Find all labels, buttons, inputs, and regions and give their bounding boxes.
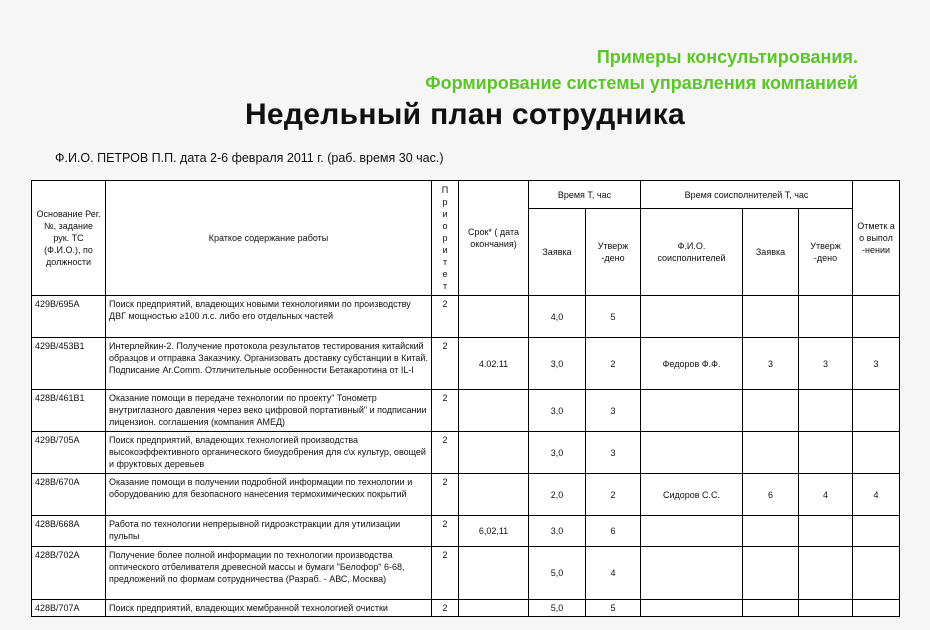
cell-mark — [853, 432, 900, 474]
cell-approved: 4 — [586, 547, 641, 600]
cell-reg: 428В/707А — [32, 600, 106, 617]
col-mark: Отметк а о выпол -нении — [853, 181, 900, 296]
header-line-2: Формирование системы управления компанией — [425, 73, 858, 93]
employee-meta: Ф.И.О. ПЕТРОВ П.П. дата 2-6 февраля 2011 г. (раб. время 30 час.) — [55, 151, 444, 165]
cell-coexec: Сидоров С.С. — [641, 474, 743, 516]
weekly-plan-table — [31, 180, 900, 617]
cell-priority: 2 — [432, 432, 459, 474]
cell-content: Получение более полной информации по технологии производства оптического отбеливателя древесной массы и бумаги "Белофор" 6-68, предложений по формам сотрудничества (Разраб. - АВС, Москва) — [106, 547, 432, 600]
cell-deadline — [459, 600, 529, 617]
cell-content: Поиск предприятий, владеющих технологией производства высокоэффективного органического биоудобрения для с\х культур, овощей и фруктовых деревьев — [106, 432, 432, 474]
cell-deadline: 6,02,11 — [459, 516, 529, 547]
cell-request: 3,0 — [529, 390, 586, 432]
col-request: Заявка — [529, 209, 586, 296]
cell-coexec-request: 3 — [743, 338, 799, 390]
cell-coexec-approved: 4 — [799, 474, 853, 516]
cell-coexec — [641, 390, 743, 432]
cell-content: Поиск предприятий, владеющих новыми технологиями по производству ДВГ мощностью ≥100 л.с. либо его отдельных частей — [106, 296, 432, 338]
col-coexec-name: Ф.И.О. соисполнителей — [641, 209, 743, 296]
header-line-1: Примеры консультирования. — [596, 47, 858, 67]
cell-reg: 428В/461В1 — [32, 390, 106, 432]
cell-priority: 2 — [432, 338, 459, 390]
cell-coexec-approved — [799, 296, 853, 338]
cell-coexec-request — [743, 547, 799, 600]
cell-reg: 428В/670А — [32, 474, 106, 516]
cell-mark — [853, 516, 900, 547]
cell-deadline — [459, 296, 529, 338]
cell-coexec-approved — [799, 390, 853, 432]
cell-content: Работа по технологии непрерывной гидроэкстракции для утилизации пульпы — [106, 516, 432, 547]
table-row — [32, 338, 900, 390]
cell-content: Интерлейкин-2. Получение протокола результатов тестирования китайский образцов и отправка Заказчику. Организовать доставку субстанции в Китай. Подписание Ar.Comm. Отличительные особенности Бетакаротина от IL-I — [106, 338, 432, 390]
col-approved: Утверж -дено — [586, 209, 641, 296]
col-coexec-group: Время соисполнителей Т, час — [641, 181, 853, 209]
cell-approved: 3 — [586, 432, 641, 474]
table-row — [32, 432, 900, 474]
cell-request: 2,0 — [529, 474, 586, 516]
cell-request: 5,0 — [529, 547, 586, 600]
col-coexec-request: Заявка — [743, 209, 799, 296]
cell-mark — [853, 600, 900, 617]
cell-coexec-approved: 3 — [799, 338, 853, 390]
cell-mark: 3 — [853, 338, 900, 390]
cell-reg: 429В/453В1 — [32, 338, 106, 390]
cell-mark — [853, 547, 900, 600]
cell-deadline — [459, 390, 529, 432]
page-title: Недельный план сотрудника — [244, 98, 686, 131]
cell-content: Поиск предприятий, владеющих мембранной технологией очистки — [106, 600, 432, 617]
cell-coexec-request — [743, 296, 799, 338]
cell-approved: 5 — [586, 600, 641, 617]
cell-reg: 429В/695А — [32, 296, 106, 338]
cell-coexec — [641, 547, 743, 600]
cell-coexec-request — [743, 390, 799, 432]
cell-priority: 2 — [432, 296, 459, 338]
cell-coexec — [641, 516, 743, 547]
cell-coexec-approved — [799, 516, 853, 547]
col-priority: Приоритет — [432, 181, 459, 296]
cell-request: 5,0 — [529, 600, 586, 617]
cell-approved: 6 — [586, 516, 641, 547]
cell-reg: 428В/702А — [32, 547, 106, 600]
cell-mark: 4 — [853, 474, 900, 516]
cell-request: 3,0 — [529, 338, 586, 390]
cell-content: Оказание помощи в передаче технологии по проекту" Тонометр внутриглазного давления через веко цифровой портативный" и подписании лицензион. соглашения (компания АМЕД) — [106, 390, 432, 432]
cell-approved: 3 — [586, 390, 641, 432]
cell-coexec-request — [743, 432, 799, 474]
col-coexec-approved: Утверж -дено — [799, 209, 853, 296]
cell-request: 3,0 — [529, 432, 586, 474]
cell-priority: 2 — [432, 600, 459, 617]
cell-priority: 2 — [432, 474, 459, 516]
cell-mark — [853, 296, 900, 338]
cell-priority: 2 — [432, 390, 459, 432]
table-row — [32, 600, 900, 617]
table-row — [32, 296, 900, 338]
cell-request: 3,0 — [529, 516, 586, 547]
cell-priority: 2 — [432, 547, 459, 600]
cell-approved: 2 — [586, 474, 641, 516]
cell-coexec-request — [743, 600, 799, 617]
cell-coexec-approved — [799, 600, 853, 617]
cell-content: Оказание помощи в получении подробной информации по технологии и оборудованию для безопасного нанесения термохимических покрытий — [106, 474, 432, 516]
cell-approved: 5 — [586, 296, 641, 338]
cell-coexec — [641, 296, 743, 338]
cell-request: 4,0 — [529, 296, 586, 338]
cell-coexec-approved — [799, 547, 853, 600]
table-row — [32, 516, 900, 547]
consulting-header — [425, 44, 858, 96]
cell-coexec-request — [743, 516, 799, 547]
table-row — [32, 547, 900, 600]
col-content: Краткое содержание работы — [106, 181, 432, 296]
cell-deadline — [459, 547, 529, 600]
table-row — [32, 390, 900, 432]
cell-reg: 429В/705А — [32, 432, 106, 474]
cell-deadline — [459, 432, 529, 474]
cell-coexec — [641, 600, 743, 617]
cell-deadline — [459, 474, 529, 516]
col-basis: Основание Рег. №, задание рук. ТС (Ф.И.О.), по должности — [32, 181, 106, 296]
cell-coexec-request: 6 — [743, 474, 799, 516]
cell-deadline: 4.02.11 — [459, 338, 529, 390]
cell-priority: 2 — [432, 516, 459, 547]
cell-reg: 428В/668А — [32, 516, 106, 547]
table-row — [32, 474, 900, 516]
cell-mark — [853, 390, 900, 432]
cell-approved: 2 — [586, 338, 641, 390]
cell-coexec: Федоров Ф.Ф. — [641, 338, 743, 390]
cell-coexec — [641, 432, 743, 474]
col-deadline: Срок* ( дата окончания) — [459, 181, 529, 296]
cell-coexec-approved — [799, 432, 853, 474]
col-time-group: Время Т, час — [529, 181, 641, 209]
